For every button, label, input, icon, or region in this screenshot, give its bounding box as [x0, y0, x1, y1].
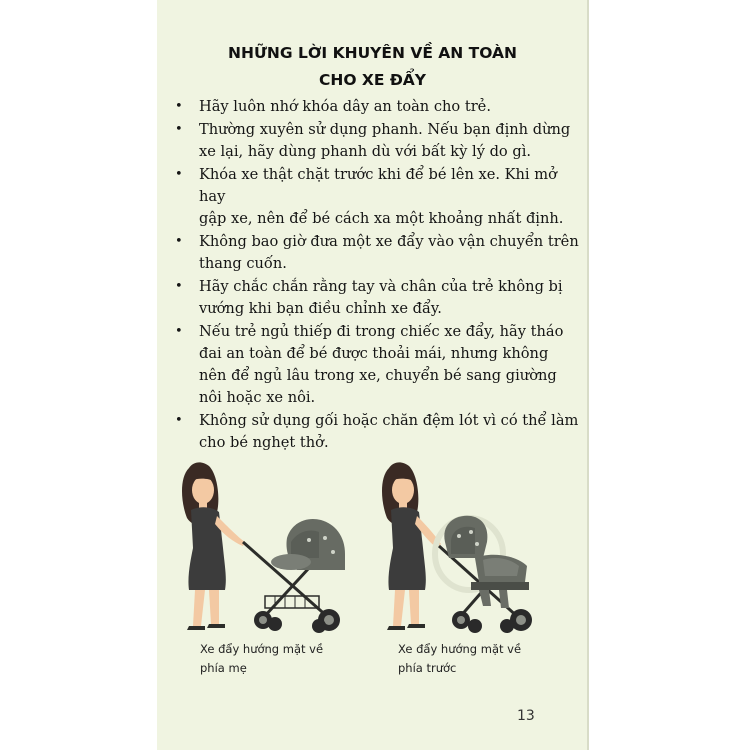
tip-line: nôi hoặc xe nôi.	[199, 389, 316, 406]
bullet: •	[175, 99, 183, 114]
caption-facing-parent	[200, 640, 323, 678]
page-title	[157, 40, 588, 94]
tip-line: Không bao giờ đưa một xe đẩy vào vận chuyển trên	[199, 233, 579, 250]
bullet: •	[175, 279, 183, 294]
tip-line: nên để ngủ lâu trong xe, chuyển bé sang giường	[199, 367, 557, 384]
illustration-stroller-facing-forward	[379, 458, 557, 638]
tip-item	[169, 96, 579, 118]
tip-line: Hãy chắc chắn rằng tay và chân của trẻ không bị	[199, 278, 563, 295]
tip-line: gập xe, nên để bé cách xa một khoảng nhất định.	[199, 210, 564, 227]
bullet: •	[175, 234, 183, 249]
title-line-1: NHỮNG LỜI KHUYÊN VỀ AN TOÀN	[228, 44, 517, 62]
mother-figure	[382, 462, 441, 630]
caption-line: Xe đẩy hướng mặt về	[200, 642, 324, 656]
tip-line: xe lại, hãy dùng phanh dù với bất kỳ lý do gì.	[199, 143, 532, 160]
caption-line: phía mẹ	[200, 661, 247, 675]
tip-line: cho bé nghẹt thở.	[199, 434, 329, 451]
tip-line: Hãy luôn nhớ khóa dây an toàn cho trẻ.	[199, 98, 491, 115]
tip-item	[169, 321, 579, 409]
tip-item	[169, 410, 579, 454]
bullet: •	[175, 324, 183, 339]
stroller	[435, 516, 532, 633]
caption-line: Xe đẩy hướng mặt về	[398, 642, 522, 656]
tip-line: thang cuốn.	[199, 255, 287, 272]
tip-line: Nếu trẻ ngủ thiếp đi trong chiếc xe đẩy, hãy tháo	[199, 323, 564, 340]
tip-line: Thường xuyên sử dụng phanh. Nếu bạn định dừng	[199, 121, 571, 138]
stroller	[243, 519, 345, 633]
page-number: 13	[517, 708, 535, 724]
book-page	[157, 0, 588, 750]
tip-item	[169, 164, 579, 230]
bullet: •	[175, 413, 183, 428]
bullet: •	[175, 122, 183, 137]
mother-figure	[182, 462, 245, 630]
tip-item	[169, 231, 579, 275]
tip-item	[169, 119, 579, 163]
tip-item	[169, 276, 579, 320]
page-edge-divider	[587, 0, 589, 750]
title-line-2: CHO XE ĐẨY	[318, 71, 427, 89]
safety-tips-list	[169, 96, 579, 455]
tip-line: vướng khi bạn điều chỉnh xe đẩy.	[199, 300, 442, 317]
tip-line: Khóa xe thật chặt trước khi để bé lên xe. Khi mở hay	[199, 166, 557, 205]
tip-line: đai an toàn để bé được thoải mái, nhưng không	[199, 345, 549, 362]
bullet: •	[175, 167, 183, 182]
caption-facing-forward	[398, 640, 521, 678]
illustration-stroller-facing-parent	[179, 458, 357, 638]
caption-line: phía trước	[398, 661, 457, 675]
tip-line: Không sử dụng gối hoặc chăn đệm lót vì có thể làm	[199, 412, 579, 429]
